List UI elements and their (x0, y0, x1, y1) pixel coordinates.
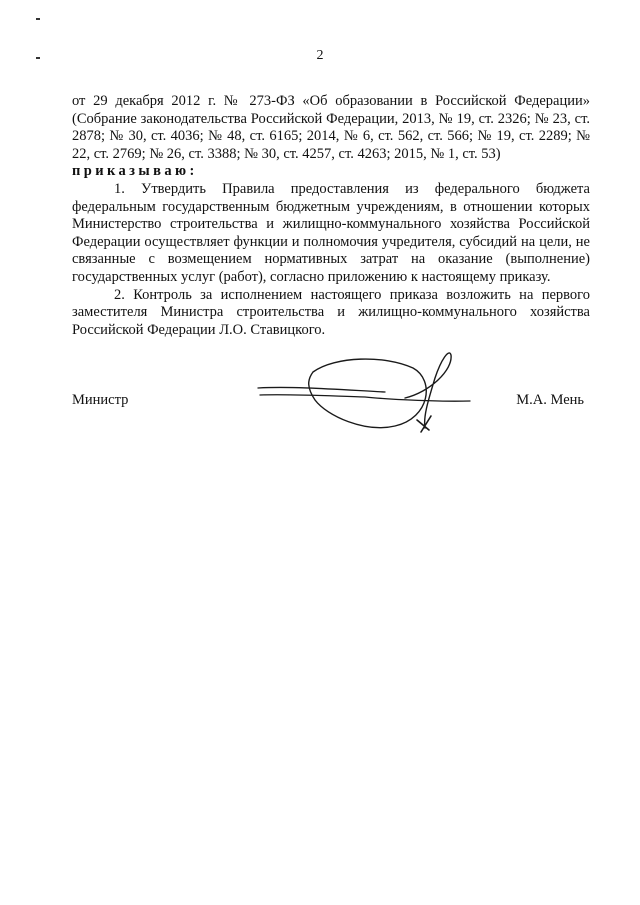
paragraph-legal-reference: от 29 декабря 2012 г. № 273-ФЗ «Об образовании в Российской Федерации» (Собрание законодательства Российской Федерации, 2013, № 19, ст. 2326; № 23, ст. 2878; № 30, ст. 4036; № 48, ст. 6165; 2014, № 6, ст. 562, ст. 566; № 19, ст. 2289; № 22, ст. 2769; № 26, ст. 3388; № 30, ст. 4257, ст. 4263; 2015, № 1, ст. 53) (72, 93, 590, 162)
order-word: приказываю: (72, 163, 198, 180)
paragraph-item-1: 1. Утвердить Правила предоставления из федерального бюджета федеральным государственным бюджетным учреждениям, в отношении которых Министерство строительства и жилищно-коммунального хозяйства Российской Федерации осуществляет функции и полномочия учредителя, субсидий на цели, не связанные с возмещением нормативных затрат на оказание (выполнение) государственных услуг (работ), согласно приложению к настоящему приказу. (72, 180, 590, 285)
handwritten-signature (255, 350, 485, 435)
signatory-name: М.А. Мень (516, 392, 584, 408)
page-number: 2 (316, 48, 324, 63)
signatory-title: Министр (72, 392, 129, 408)
document-body (72, 93, 590, 339)
paragraph-item-2: 2. Контроль за исполнением настоящего приказа возложить на первого заместителя Министра строительства и жилищно-коммунального хозяйства Российской Федерации Л.О. Ставицкого. (72, 286, 590, 338)
scan-speck (36, 18, 40, 20)
